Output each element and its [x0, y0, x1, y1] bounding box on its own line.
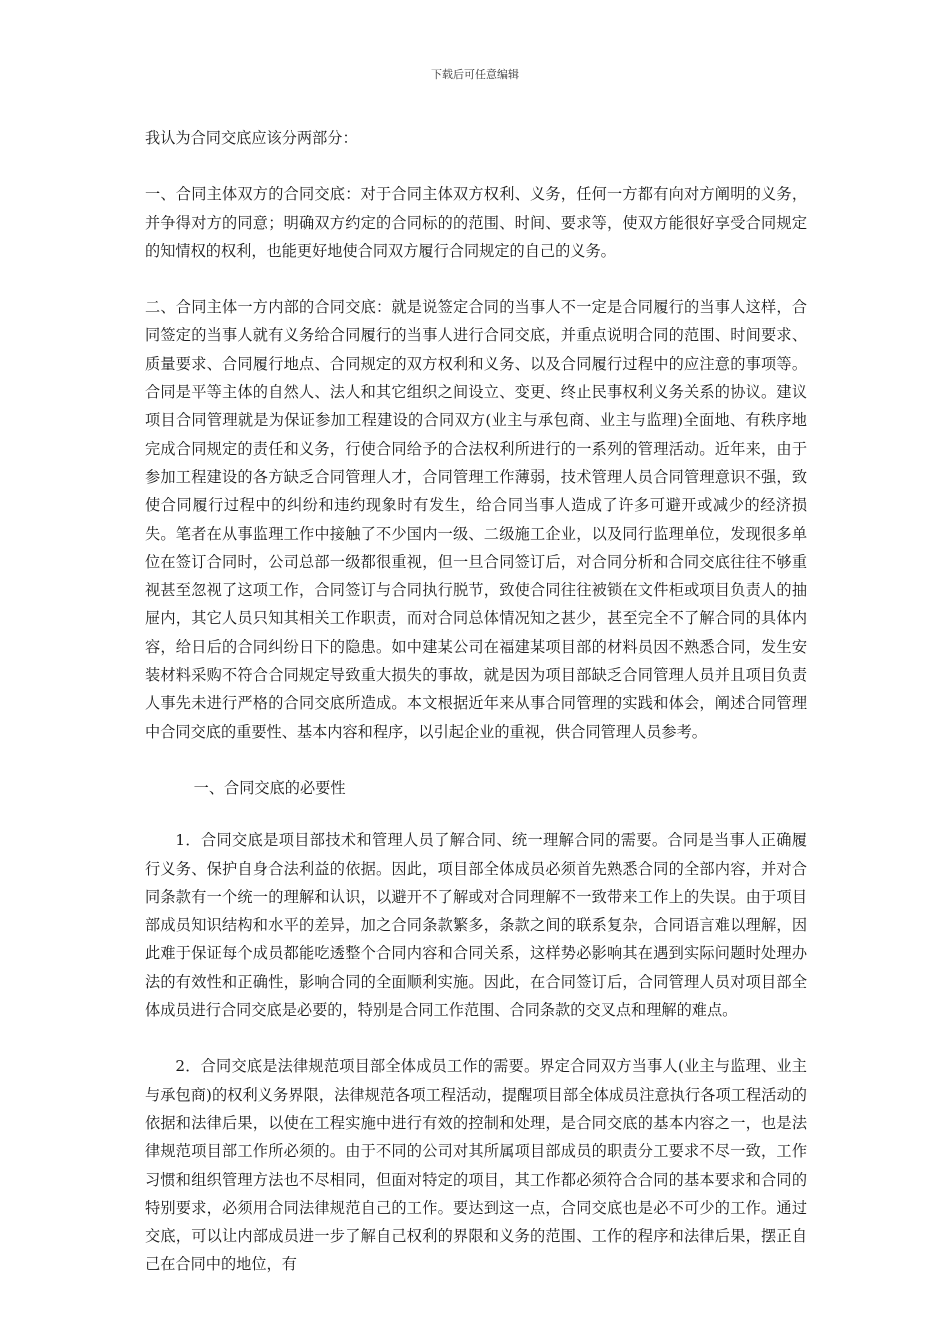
section-two-paragraph: 二、合同主体一方内部的合同交底：就是说签定合同的当事人不一定是合同履行的当事人这样，合同签定的当事人就有义务给合同履行的当事人进行合同交底，并重点说明合同的范围、时间要求、质量要求、合同履行地点、合同规定的双方权利和义务、以及合同履行过程中的应注意的事项等。合同是平等主体的自然人、法人和其它组织之间设立、变更、终止民事权利义务关系的协议。建议项目合同管理就是为保证参加工程建设的合同双方(业主与承包商、业主与监理)全面地、有秩序地完成合同规定的责任和义务，行使合同给予的合法权利所进行的一系列的管理活动。近年来，由于参加工程建设的各方缺乏合同管理人才，合同管理工作薄弱，技术管理人员合同管理意识不强，致使合同履行过程中的纠纷和违约现象时有发生，给合同当事人造成了许多可避开或减少的经济损失。笔者在从事监理工作中接触了不少国内一级、二级施工企业，以及同行监理单位，发现很多单位在签订合同时，公司总部一级都很重视，但一旦合同签订后，对合同分析和合同交底往往不够重视甚至忽视了这项工作，合同签订与合同执行脱节，致使合同往往被锁在文件柜或项目负责人的抽屉内，其它人员只知其相关工作职责，而对合同总体情况知之甚少，甚至完全不了解合同的具体内容，给日后的合同纠纷日下的隐患。如中建某公司在福建某项目部的材料员因不熟悉合同，发生安装材料采购不符合合同规定导致重大损失的事故，就是因为项目部缺乏合同管理人员并且项目负责人事先未进行严格的合同交底所造成。本文根据近年来从事合同管理的实践和体会，阐述合同管理中合同交底的重要性、基本内容和程序，以引起企业的重视，供合同管理人员参考。 — [145, 298, 807, 741]
section-heading: 一、合同交底的必要性 — [193, 778, 346, 797]
intro-paragraph: 我认为合同交底应该分两部分： — [145, 129, 358, 147]
point-one-paragraph: 1．合同交底是项目部技术和管理人员了解合同、统一理解合同的需要。合同是当事人正确履行义务、保护自身合法利益的依据。因此，项目部全体成员必须首先熟悉合同的全部内容，并对合同条款有一个统一的理解和认识，以避开不了解或对合同理解不一致带来工作上的失误。由于项目部成员知识结构和水平的差异，加之合同条款繁多，条款之间的联系复杂，合同语言难以理解，因此难于保证每个成员都能吃透整个合同内容和合同关系，这样势必影响其在遇到实际问题时处理办法的有效性和正确性，影响合同的全面顺利实施。因此，在合同签订后，合同管理人员对项目部全体成员进行合同交底是必要的，特别是合同工作范围、合同条款的交叉点和理解的难点。 — [145, 831, 807, 1020]
page-header: 下载后可任意编辑 — [431, 68, 519, 81]
section-one-paragraph: 一、合同主体双方的合同交底：对于合同主体双方权利、义务，任何一方都有向对方阐明的义务，并争得对方的同意；明确双方约定的合同标的的范围、时间、要求等，使双方能很好享受合同规定的知情权的权利，也能更好地使合同双方履行合同规定的自己的义务。 — [145, 185, 807, 260]
point-two-paragraph: 2．合同交底是法律规范项目部全体成员工作的需要。界定合同双方当事人(业主与监理、业主与承包商)的权利义务界限，法律规范各项工程活动，提醒项目部全体成员注意执行各项工程活动的依据和法律后果，以使在工程实施中进行有效的控制和处理，是合同交底的基本内容之一，也是法律规范项目部工作所必须的。由于不同的公司对其所属项目部成员的职责分工要求不尽一致，工作习惯和组织管理方法也不尽相同，但面对特定的项目，其工作都必须符合合同的基本要求和合同的特别要求，必须用合同法律规范自己的工作。要达到这一点，合同交底也是必不可少的工作。通过交底，可以让内部成员进一步了解自己权利的界限和义务的范围、工作的程序和法律后果，摆正自己在合同中的地位，有 — [145, 1057, 807, 1274]
document-body — [145, 124, 807, 1307]
